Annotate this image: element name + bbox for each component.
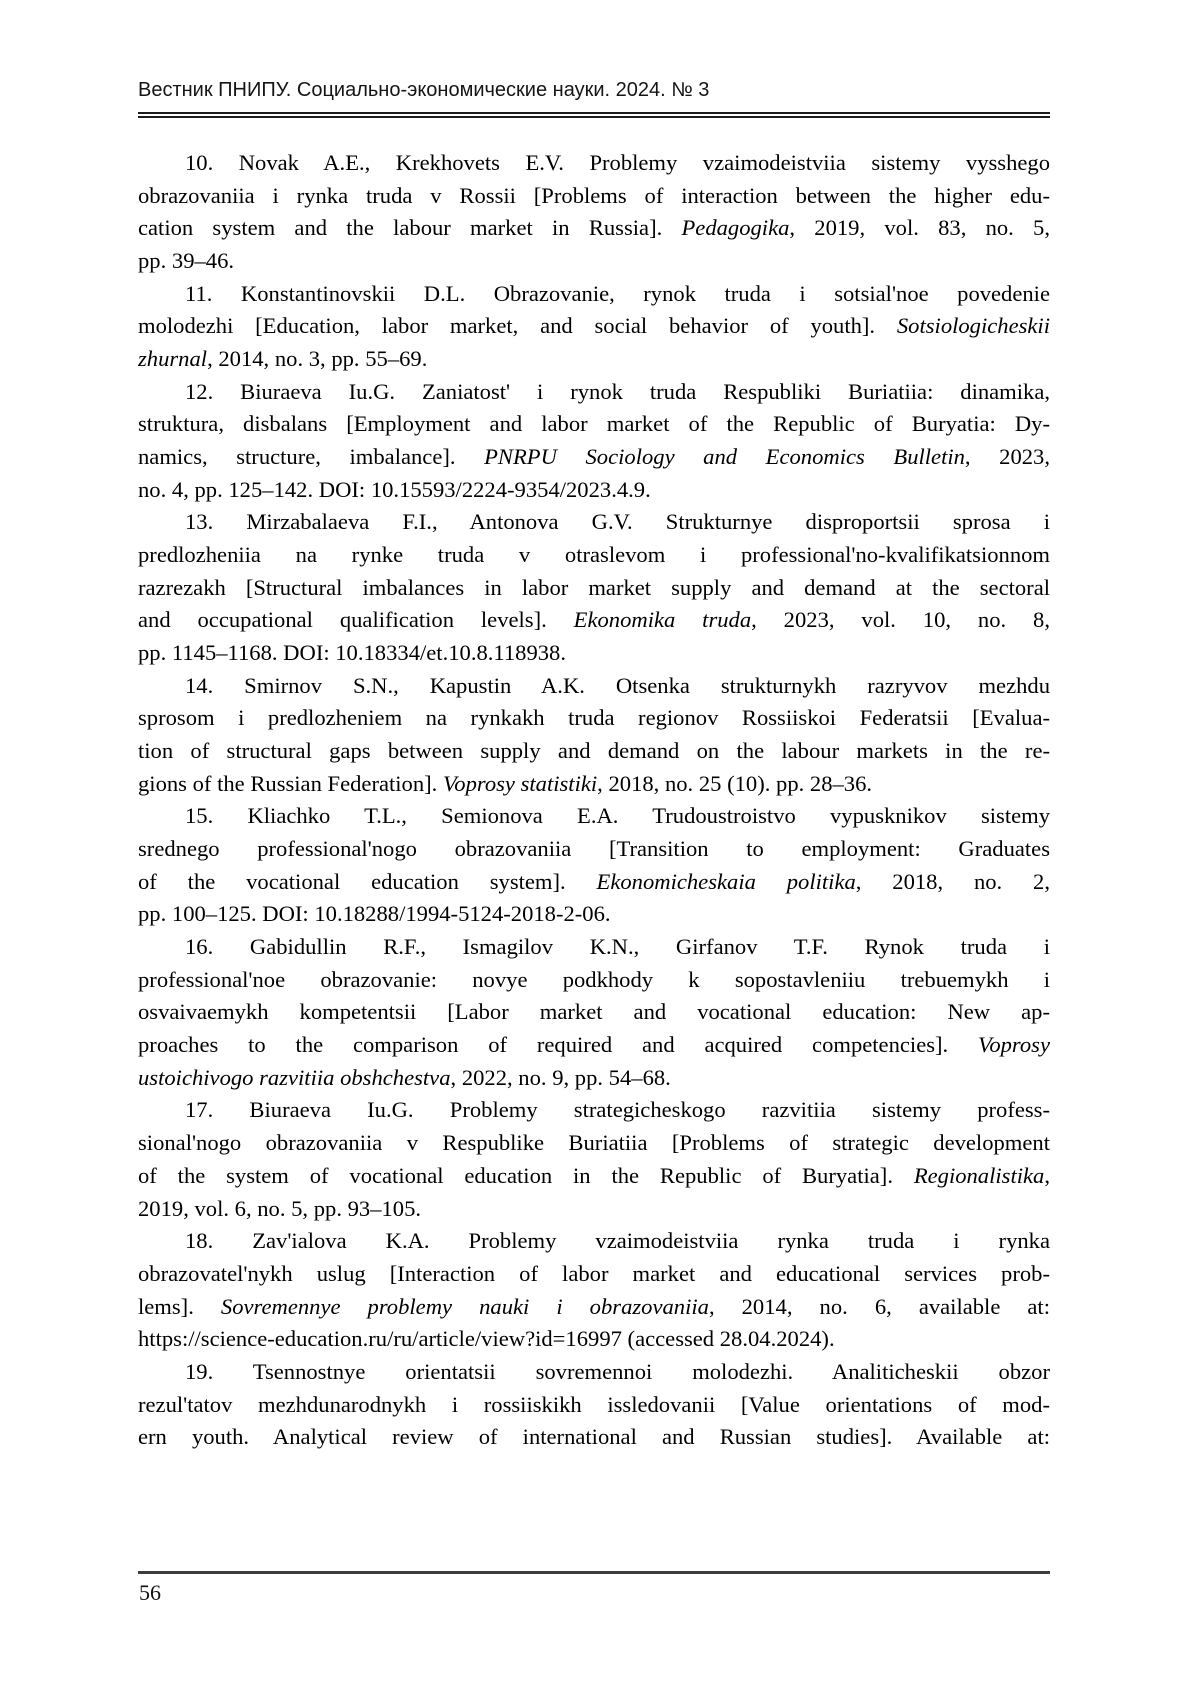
reference-text: rezul'tatov mezhdunarodnykh i rossiiskikh issledovanii [Value orientations of mod- (138, 1391, 1050, 1417)
reference-text: 13. Mirzabalaeva F.I., Antonova G.V. Strukturnye disproportsii sprosa i (185, 509, 1050, 535)
reference-line (138, 735, 1050, 768)
reference-item-11 (138, 278, 1050, 376)
reference-line (138, 539, 1050, 572)
reference-text: obrazovatel'nykh uslug [Interaction of labor market and educational services prob- (138, 1260, 1050, 1286)
reference-text: professional'noe obrazovanie: novye podkhody k sopostavleniiu trebuemykh i (138, 966, 1050, 992)
reference-text: namics, structure, imbalance]. (138, 444, 485, 470)
reference-item-17 (138, 1094, 1050, 1225)
reference-text: razrezakh [Structural imbalances in labor market supply and demand at the sectoral (138, 574, 1050, 600)
reference-text: tion of structural gaps between supply and demand on the labour markets in the re- (138, 738, 1050, 764)
reference-text: 17. Biuraeva Iu.G. Problemy strategicheskogo razvitiia sistemy profess- (185, 1097, 1050, 1123)
reference-line (138, 180, 1050, 213)
reference-text: , 2018, no. 25 (10). pp. 28–36. (597, 770, 873, 796)
reference-line (138, 1160, 1050, 1193)
reference-line (138, 1421, 1050, 1454)
reference-text: struktura, disbalans [Employment and labor market of the Republic of Buryatia: Dy- (138, 411, 1050, 437)
reference-text: 11. Konstantinovskii D.L. Obrazovanie, rynok truda i sotsial'noe povedenie (185, 280, 1050, 306)
page-number: 56 (139, 1580, 161, 1605)
reference-line (138, 1127, 1050, 1160)
reference-text: gions of the Russian Federation]. (138, 770, 443, 796)
reference-line (138, 1225, 1050, 1258)
reference-source-title: Ekonomika truda (573, 607, 752, 633)
reference-line (138, 1291, 1050, 1324)
reference-source-title: Voprosy statistiki (442, 770, 598, 796)
reference-text: 19. Tsennostnye orientatsii sovremennoi molodezhi. Analiticheskii obzor (185, 1358, 1050, 1384)
reference-line (138, 343, 1050, 376)
header-divider (138, 112, 1050, 118)
reference-text: of the vocational education system]. (138, 868, 597, 894)
reference-text: 16. Gabidullin R.F., Ismagilov K.N., Girfanov T.F. Rynok truda i (185, 934, 1050, 960)
reference-line (138, 506, 1050, 539)
reference-line (138, 866, 1050, 899)
reference-text: , 2019, vol. 83, no. 5, (789, 215, 1050, 241)
reference-item-15 (138, 800, 1050, 931)
reference-item-13 (138, 506, 1050, 669)
reference-text: of the system of vocational education in the Republic of Buryatia]. (138, 1162, 914, 1188)
reference-line (138, 1193, 1050, 1226)
reference-source-title: Regionalistika (913, 1162, 1045, 1188)
reference-line (138, 1356, 1050, 1389)
reference-line (138, 800, 1050, 833)
reference-text: cation system and the labour market in Russia]. (138, 215, 682, 241)
reference-line (138, 1062, 1050, 1095)
reference-line (138, 702, 1050, 735)
reference-line (138, 670, 1050, 703)
reference-text: srednego professional'nogo obrazovaniia [Transition to employment: Graduates (138, 836, 1050, 862)
reference-item-18 (138, 1225, 1050, 1356)
footer-divider (138, 1571, 1050, 1574)
reference-text: lems]. (138, 1293, 221, 1319)
reference-text: , 2023, (964, 444, 1050, 470)
reference-text: sional'nogo obrazovaniia v Respublike Buriatiia [Problems of strategic development (138, 1130, 1050, 1156)
reference-line (138, 931, 1050, 964)
reference-text: , 2014, no. 3, pp. 55–69. (207, 346, 428, 372)
reference-item-10 (138, 147, 1050, 278)
reference-text: , 2022, no. 9, pp. 54–68. (450, 1064, 671, 1090)
reference-source-title: Pedagogika (681, 215, 790, 241)
reference-source-title: ustoichivogo razvitiia obshchestva (138, 1064, 451, 1090)
reference-text: obrazovaniia i rynka truda v Rossii [Problems of interaction between the higher edu- (138, 182, 1050, 208)
reference-item-12 (138, 376, 1050, 507)
reference-line (138, 376, 1050, 409)
reference-line (138, 604, 1050, 637)
reference-line (138, 996, 1050, 1029)
reference-item-16 (138, 931, 1050, 1094)
reference-line (138, 441, 1050, 474)
reference-text: , 2023, vol. 10, no. 8, (751, 607, 1050, 633)
reference-line (138, 1258, 1050, 1291)
reference-line (138, 310, 1050, 343)
reference-line (138, 1323, 1050, 1356)
reference-text: molodezhi [Education, labor market, and social behavior of youth]. (138, 313, 897, 339)
reference-source-title: Ekonomicheskaia politika (596, 868, 856, 894)
reference-source-title: Sovremennye problemy nauki i obrazovaniia (220, 1293, 709, 1319)
reference-text: 12. Biuraeva Iu.G. Zaniatost' i rynok truda Respubliki Buriatiia: dinamika, (185, 378, 1050, 404)
reference-line (138, 637, 1050, 670)
reference-text: pp. 39–46. (138, 248, 235, 274)
reference-source-title: Voprosy (978, 1032, 1050, 1058)
reference-text: 14. Smirnov S.N., Kapustin A.K. Otsenka strukturnykh razryvov mezhdu (185, 672, 1050, 698)
reference-source-title: Sotsiologicheskii (896, 313, 1050, 339)
reference-line (138, 1029, 1050, 1062)
reference-line (138, 768, 1050, 801)
reference-text: and occupational qualification levels]. (138, 607, 574, 633)
reference-line (138, 1389, 1050, 1422)
reference-text: pp. 1145–1168. DOI: 10.18334/et.10.8.118938. (138, 640, 567, 666)
reference-text: 15. Kliachko T.L., Semionova E.A. Trudoustroistvo vypusknikov sistemy (185, 803, 1050, 829)
reference-text: proaches to the comparison of required and acquired competencies]. (138, 1032, 979, 1058)
reference-line (138, 572, 1050, 605)
reference-text: 18. Zav'ialova K.A. Problemy vzaimodeistviia rynka truda i rynka (185, 1228, 1050, 1254)
reference-line (138, 245, 1050, 278)
reference-text: 2019, vol. 6, no. 5, pp. 93–105. (138, 1195, 422, 1221)
reference-text: pp. 100–125. DOI: 10.18288/1994-5124-2018-2-06. (138, 901, 611, 927)
reference-item-19 (138, 1356, 1050, 1454)
reference-text: , 2018, no. 2, (855, 868, 1050, 894)
reference-item-14 (138, 670, 1050, 801)
reference-text: osvaivaemykh kompetentsii [Labor market and vocational education: New ap- (138, 999, 1050, 1025)
reference-line (138, 833, 1050, 866)
reference-text: no. 4, pp. 125–142. DOI: 10.15593/2224-9354/2023.4.9. (138, 476, 651, 502)
reference-line (138, 474, 1050, 507)
reference-source-title: zhurnal (138, 346, 208, 372)
running-head: Вестник ПНИПУ. Социально-экономические науки. 2024. № 3 (138, 79, 710, 101)
reference-text: https://science-education.ru/ru/article/view?id=16997 (accessed 28.04.2024). (138, 1326, 835, 1352)
reference-line (138, 964, 1050, 997)
references-list (138, 147, 1050, 1454)
reference-line (138, 212, 1050, 245)
reference-text: ern youth. Analytical review of international and Russian studies]. Available at: (138, 1424, 1050, 1450)
reference-line (138, 408, 1050, 441)
reference-line (138, 278, 1050, 311)
reference-text: 10. Novak A.E., Krekhovets E.V. Problemy vzaimodeistviia sistemy vysshego (185, 150, 1050, 175)
reference-line (138, 1094, 1050, 1127)
reference-text: , (1044, 1162, 1050, 1188)
reference-line (138, 898, 1050, 931)
reference-text: predlozheniia na rynke truda v otraslevom i professional'no-kvalifikatsionnom (138, 542, 1050, 568)
reference-text: sprosom i predlozheniem na rynkakh truda regionov Rossiiskoi Federatsii [Evalua- (138, 705, 1050, 731)
reference-text: , 2014, no. 6, available at: (708, 1293, 1050, 1319)
reference-source-title: PNRPU Sociology and Economics Bulletin (484, 444, 965, 470)
reference-line (138, 147, 1050, 180)
